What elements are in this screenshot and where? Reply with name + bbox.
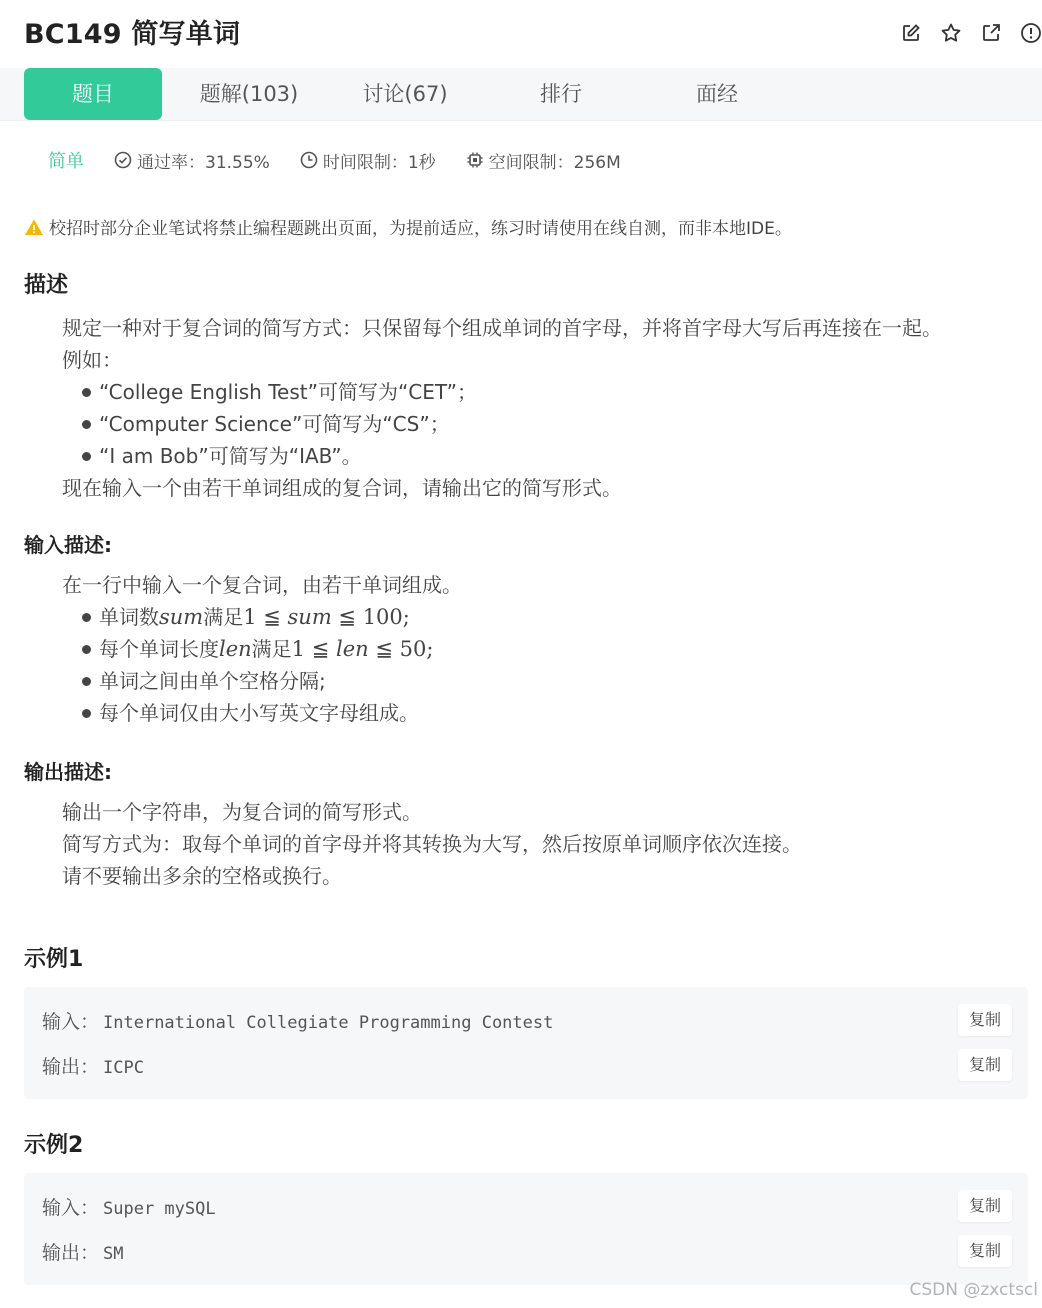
tab-discussion[interactable]: 讨论(67): [362, 82, 448, 106]
check-circle-icon: [114, 151, 132, 169]
warning-icon: [24, 218, 44, 236]
pass-rate-text: 通过率：31.55%: [137, 152, 270, 173]
copy-output-button[interactable]: 复制: [958, 1235, 1012, 1267]
example1-output: 输出： ICPC: [42, 1056, 144, 1078]
tab-interview[interactable]: 面经: [696, 82, 738, 106]
input-desc-heading: 输入描述:: [24, 533, 112, 557]
output-desc-line: 输出一个字符串，为复合词的简写形式。: [62, 800, 422, 824]
input-desc-line: 在一行中输入一个复合词，由若干单词组成。: [62, 573, 462, 597]
copy-input-button[interactable]: 复制: [958, 1190, 1012, 1222]
share-icon[interactable]: [980, 22, 1002, 44]
example2-input: 输入： Super mySQL: [42, 1197, 216, 1219]
notice-text: 校招时部分企业笔试将禁止编程题跳出页面，为提前适应，练习时请使用在线自测，而非本地IDE。: [49, 219, 792, 239]
output-desc-line: 简写方式为：取每个单词的首字母并将其转换为大写，然后按原单词顺序依次连接。: [62, 832, 802, 856]
list-item: 单词数 sum 满足 1 ≦ sum ≦ 100;: [62, 601, 462, 633]
list-item: “I am Bob”可简写为“IAB”。: [62, 440, 942, 472]
clock-icon: [300, 151, 318, 169]
list-item: 单词之间由单个空格分隔;: [62, 665, 462, 697]
page-title: BC149 简写单词: [24, 19, 241, 50]
example2-heading: 示例2: [24, 1133, 84, 1158]
tab-solutions[interactable]: 题解(103): [199, 82, 299, 106]
tab-bar: [0, 68, 1042, 121]
example1-input: 输入： International Collegiate Programming Contest: [42, 1011, 554, 1033]
time-limit-text: 时间限制：1秒: [322, 152, 436, 173]
tab-problem[interactable]: 题目: [24, 68, 162, 120]
pass-rate: [114, 148, 270, 173]
time-limit: [300, 148, 436, 173]
output-desc-heading: 输出描述:: [24, 760, 112, 784]
input-desc-body: [62, 569, 462, 729]
alert-circle-icon[interactable]: [1020, 22, 1042, 44]
difficulty-badge: 简单: [48, 151, 84, 172]
description-line: 规定一种对于复合词的简写方式：只保留每个组成单词的首字母，并将首字母大写后再连接在一起。: [62, 316, 942, 340]
edit-icon[interactable]: [900, 22, 922, 44]
copy-output-button[interactable]: 复制: [958, 1049, 1012, 1081]
list-item: 每个单词长度 len 满足 1 ≦ len ≦ 50;: [62, 633, 462, 665]
space-limit-text: 空间限制：256M: [488, 152, 621, 173]
problem-meta: [48, 146, 651, 174]
tab-ranking[interactable]: 排行: [540, 82, 582, 106]
list-item: “College English Test”可简写为“CET”；: [62, 376, 942, 408]
star-icon[interactable]: [940, 22, 962, 44]
example2-output: 输出： SM: [42, 1242, 124, 1264]
example1-heading: 示例1: [24, 947, 84, 972]
notice-banner: [24, 214, 792, 239]
list-item: 每个单词仅由大小写英文字母组成。: [62, 697, 462, 729]
output-desc-line: 请不要输出多余的空格或换行。: [62, 864, 342, 888]
output-desc-body: [62, 796, 802, 892]
description-heading: 描述: [24, 273, 69, 298]
chip-icon: [466, 151, 484, 169]
header-actions: [900, 22, 1042, 44]
description-line: 现在输入一个由若干单词组成的复合词，请输出它的简写形式。: [62, 476, 622, 500]
list-item: “Computer Science”可简写为“CS”；: [62, 408, 942, 440]
description-line: 例如：: [62, 348, 122, 372]
description-body: [62, 312, 942, 504]
problem-header: [24, 16, 1042, 56]
copy-input-button[interactable]: 复制: [958, 1004, 1012, 1036]
example2-box: [24, 1173, 1028, 1285]
watermark: CSDN @zxctscl: [909, 1280, 1038, 1300]
space-limit: [466, 148, 621, 173]
example1-box: [24, 987, 1028, 1099]
